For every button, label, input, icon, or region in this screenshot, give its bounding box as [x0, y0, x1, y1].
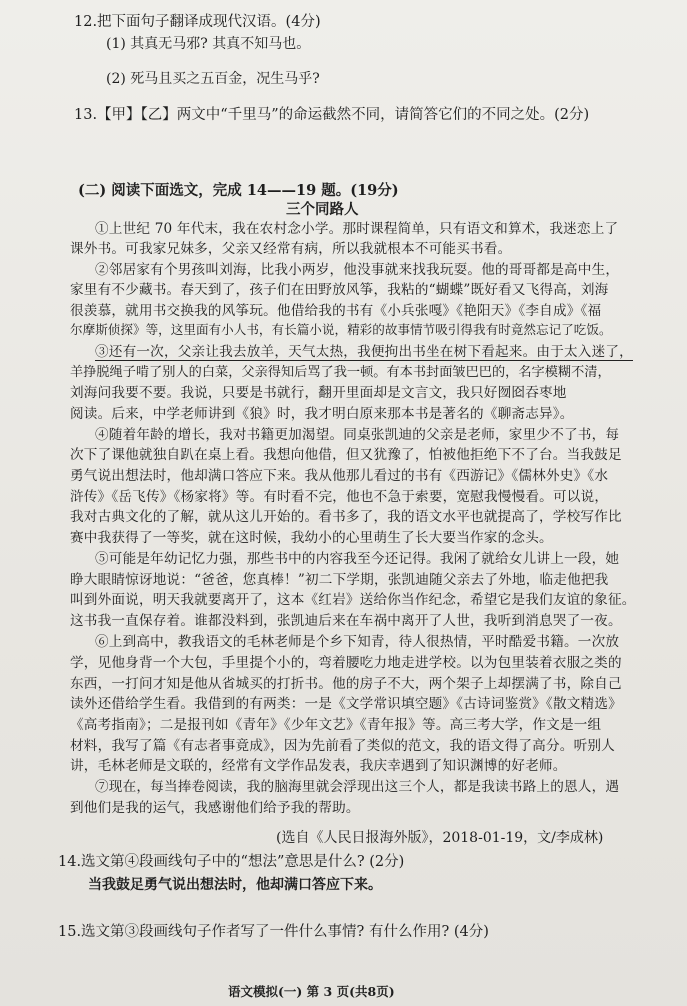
source-citation: (选自《人民日报海外版》，2018-01-19，文/李成林)	[276, 830, 604, 846]
page-footer: 语文模拟(一) 第 3 页(共8页)	[228, 984, 395, 999]
para-line: ①上世纪 70 年代末，我在农村念小学。那时课程简单，只有语文和算术，我迷恋上了	[95, 221, 619, 237]
q15-stem: 15.选文第③段画线句子作者写了一件什么事情? 有什么作用? (4分)	[58, 924, 489, 940]
para-line: 尔摩斯侦探》等，这里面有小人书，有长篇小说，精彩的故事情节吸引得我有时竟然忘记了吃饭。	[70, 322, 612, 337]
para-line: 睁大眼睛惊讶地说：“爸爸，您真棒！”初二下学期，张凯迪随父亲去了外地，临走他把我	[70, 572, 609, 588]
para-line: 这书我一直保存着。谁都没料到，张凯迪后来在车祸中离开了人世，我听到消息哭了一夜。	[70, 613, 622, 629]
para-line: 羊挣脱绳子啃了别人的白菜，父亲得知后骂了我一顿。有本书封面皱巴巴的，名字模糊不清，	[70, 365, 611, 380]
q14-answer: 当我鼓足勇气说出想法时，他却满口答应下来。	[88, 877, 382, 893]
para-line: 浒传》《岳飞传》《杨家将》等。有时看不完，他也不急于索要，宽慰我慢慢看。可以说，	[70, 489, 609, 505]
para-line: 东西，一打问才知是他从省城买的打折书。他的房子不大，两个架子上却摆满了书，除自己	[70, 676, 622, 692]
para-line: 课外书。可我家兄妹多，父亲又经常有病，所以我就根本不可能买书看。	[70, 241, 512, 257]
para-line: 很羡慕，就用书交换我的风筝玩。他借给我的书有《小兵张嘎》《艳阳天》《李自成》《福	[70, 303, 602, 319]
q14-stem: 14.选文第④段画线句子中的“想法”意思是什么? (2分)	[58, 854, 405, 870]
para-line: ⑤可能是年幼记忆力强，那些书中的内容我至今还记得。我闲了就给女儿讲上一段，她	[95, 551, 620, 567]
q12-stem: 12.把下面句子翻译成现代汉语。(4分)	[74, 14, 321, 30]
para-line: 我对古典文化的了解，就从这儿开始的。看书多了，我的语文水平也就提高了，学校写作比	[70, 509, 622, 525]
q12-sentence-2: (2) 死马且买之五百金，况生马乎?	[106, 71, 320, 87]
q13-stem: 13.【甲】【乙】两文中“千里马”的命运截然不同，请简答它们的不同之处。(2分)	[74, 107, 590, 123]
para-line: 到他们是我的运气，我感谢他们给予我的帮助。	[70, 800, 360, 816]
para-line: 阅读。后来，中学老师讲到《狼》时，我才明白原来那本书是著名的《聊斋志异》。	[70, 406, 574, 422]
underlined-line: ③还有一次，父亲让我去放羊，天气太热，我便拘出书坐在树下看起来。由于太入迷了，	[95, 340, 633, 361]
article-title: 三个同路人	[286, 201, 359, 218]
para-line: 材料，我写了篇《有志者事竟成》，因为先前看了类似的范文，我的语文得了高分。听别人	[70, 738, 615, 754]
para-line: 读外还借给学生看。我借到的有两类：一是《文学常识填空题》《古诗词鉴赏》《散文精选》	[70, 696, 622, 712]
para-line: 叫到外面说，明天我就要离开了，这本《红岩》送给你当作纪念，希望它是我们友谊的象征。	[70, 592, 636, 608]
section-header: (二) 阅读下面选文，完成 14——19 题。(19分)	[78, 182, 399, 199]
para-line: 赛中我获得了一等奖，就在这时候，我幼小的心里萌生了长大要当作家的念头。	[70, 530, 553, 546]
para-line: 学，见他身背一个大包，手里提个小的，弯着腰吃力地走进学校。以为包里装着衣服之类的	[70, 655, 622, 671]
para-line: 次下了课他就独自趴在桌上看。我想向他借，但又犹豫了，怕被他拒绝下不了台。当我鼓足	[70, 447, 622, 463]
para-line: ②邻居家有个男孩叫刘海，比我小两岁，他没事就来找我玩耍。他的哥哥都是高中生，	[95, 262, 620, 278]
para-line: ⑦现在，每当捧卷阅读，我的脑海里就会浮现出这三个人，都是我读书路上的恩人，遇	[95, 779, 620, 795]
para-line: 讲，毛林老师是文联的，经常有文学作品发表，我庆幸遇到了知识渊博的好老师。	[70, 758, 567, 774]
para-line: ④随着年龄的增长，我对书籍更加渴望。同桌张凯迪的父亲是老师，家里少不了书，每	[95, 427, 620, 443]
para-line: ⑥上到高中，教我语文的毛林老师是个乡下知青，待人很热情，平时酷爱书籍。一次放	[95, 634, 620, 650]
para-line: 勇气说出想法时，他却满口答应下来。我从他那儿看过的书有《西游记》《儒林外史》《水	[70, 468, 609, 484]
para-line: 家里有不少藏书。春天到了，孩子们在田野放风筝，我粘的“蝴蝶”既好看又飞得高，刘海	[70, 282, 609, 298]
q12-sentence-1: (1) 其真无马邪? 其真不知马也。	[106, 36, 311, 52]
para-line: 《高考指南》；二是报刊如《青年》《少年文艺》《青年报》等。高三考大学，作文是一组	[70, 717, 602, 733]
para-line: 刘海问我要不要。我说，只要是书就行，翻开里面却是文言文，我只好囫囵吞枣地	[70, 385, 567, 401]
